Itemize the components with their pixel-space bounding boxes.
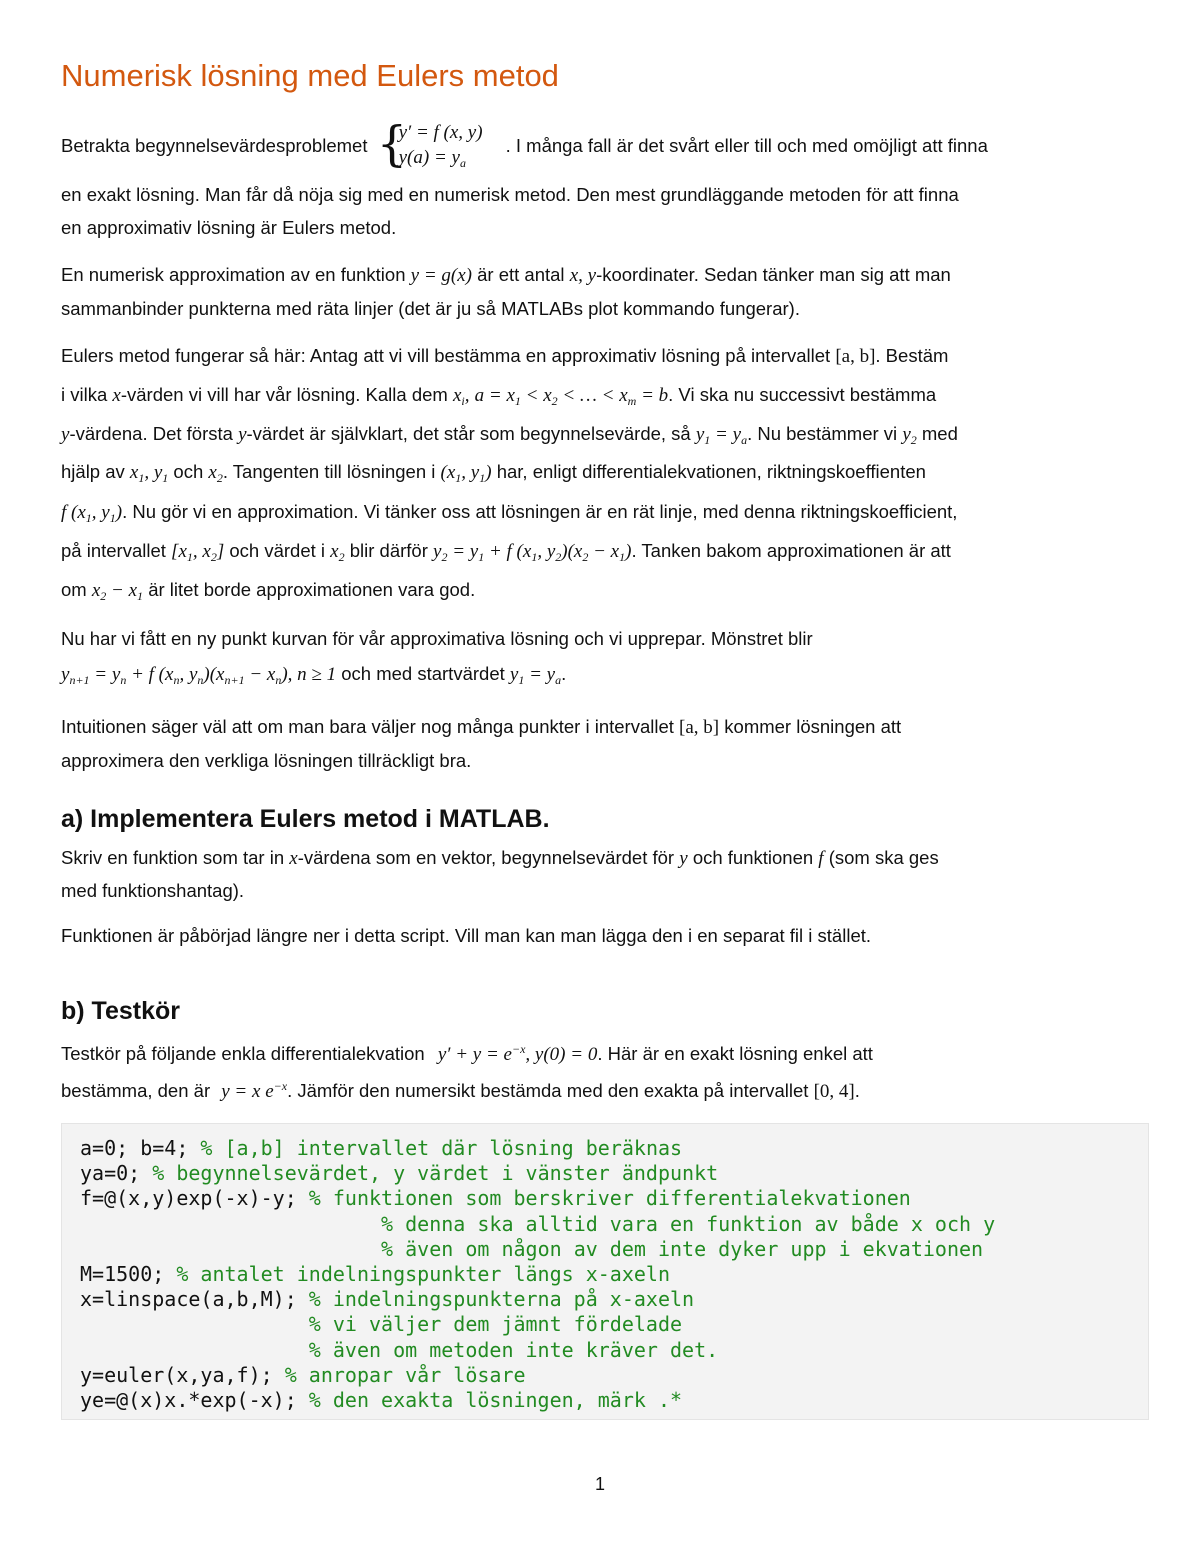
p3-line-6: på intervallet [$x_1$, $x_2$] och värdet i $x_2$ blir därför $y_2 = y_1 + f$ ($x_1$, $y_2)(x_2 - x_1)$. Tanken bakom approximationen är att xyxy=(61,540,951,564)
code-statement: ya=0; xyxy=(80,1161,153,1186)
code-statement: y=euler(x,ya,f); xyxy=(80,1362,285,1387)
code-line xyxy=(80,1262,1148,1287)
system-line-2: $y(a) = y_a$ xyxy=(398,147,466,170)
page-number: 1 xyxy=(594,1474,605,1494)
code-statement xyxy=(80,1312,309,1336)
section-b-heading: b) Testkör xyxy=(61,997,180,1025)
p3-line-1: Eulers metod fungerar så här: Antag att vi vill bestämma en approximativ lösning på intervallet [a, b]. Bestäm xyxy=(61,345,949,367)
p2-line-2: sammanbinder punkterna med räta linjer (det är ju så MATLABs plot kommando fungerar). xyxy=(61,298,800,319)
code-statement xyxy=(80,1338,309,1362)
code-statement xyxy=(80,1237,381,1261)
code-line xyxy=(80,1186,1148,1211)
code-line xyxy=(80,1237,1148,1262)
intro-line-1 xyxy=(61,116,988,172)
intro-line-2: en exakt lösning. Man får då nöja sig med en numerisk metod. Den mest grundläggande metoden för att finna xyxy=(61,184,959,205)
code-comment: % funktionen som berskriver differentialekvationen xyxy=(308,1186,911,1211)
p3-line-4: hjälp av $x_1$, $y_1$ och $x_2$. Tangenten till lösningen i ($x_1$, $y_1$) har, enligt differentialekvationen, riktningskoeffienten xyxy=(61,461,926,485)
code-comment: % indelningspunkterna på x-axeln xyxy=(308,1287,695,1312)
code-line xyxy=(80,1161,1148,1186)
p4-line-2: $y_{n+1} = y_n + f$ ($x_n$, $y_n)(x_{n+1} - x_n)$, n ≥ 1 och med startvärdet $y_1 = y_a$. xyxy=(61,663,567,687)
section-a-line-3: Funktionen är påbörjad längre ner i detta script. Vill man kan man lägga den i en separat fil i stället. xyxy=(61,925,872,946)
code-line xyxy=(80,1212,1148,1237)
code-comment: % den exakta lösningen, märk .* xyxy=(308,1388,683,1413)
p3-line-5: f ($x_1$, $y_1$). Nu gör vi en approximation. Vi tänker oss att lösningen är en rät linje, med denna riktningskoefficient, xyxy=(61,501,958,525)
code-statement: f=@(x,y)exp(-x)-y; xyxy=(80,1186,309,1211)
code-comment: % även om någon av dem inte dyker upp i ekvationen xyxy=(381,1236,984,1261)
code-comment: % vi väljer dem jämnt fördelade xyxy=(308,1312,683,1337)
p3-line-2: i vilka x-värden vi vill har vår lösning. Kalla dem $x_i$, $a = x_1 < x_2$ < … < $x_m = b$. Vi ska nu successivt bestämma xyxy=(61,384,937,408)
brace-icon: { xyxy=(376,116,408,172)
section-a-heading: a) Implementera Eulers metod i MATLAB. xyxy=(61,805,550,833)
code-statement: a=0; b=4; xyxy=(80,1136,201,1160)
code-comment: % begynnelsevärdet, y värdet i vänster ändpunkt xyxy=(152,1161,719,1186)
section-a-line-2: med funktionshantag). xyxy=(61,880,245,901)
code-statement: ye=@(x)x.*exp(-x); xyxy=(80,1388,309,1413)
section-b-line-1: Testkör på följande enkla differentialekvation $y' + y = e^{-x}$, y(0) = 0. Här är en exakt lösning enkel att xyxy=(61,1042,873,1065)
p3-line-3: y-värdena. Det första y-värdet är självklart, det står som begynnelsevärde, så $y_1 = y_a$. Nu bestämmer vi $y_2$ med xyxy=(61,423,958,447)
code-comment: % även om metoden inte kräver det. xyxy=(308,1337,719,1362)
code-comment: % denna ska alltid vara en funktion av både x och y xyxy=(381,1211,996,1236)
code-statement xyxy=(80,1212,381,1236)
system-line-1: y′ = f (x, y) xyxy=(398,122,483,143)
p5-line-1: Intuitionen säger väl att om man bara väljer nog många punkter i intervallet [a, b] kommer lösningen att xyxy=(61,716,902,738)
intro-continuation: . I många fall är det svårt eller till och med omöjligt att finna xyxy=(505,134,988,156)
p4-line-1: Nu har vi fått en ny punkt kurvan för vår approximativa lösning och vi upprepar. Mönstret blir xyxy=(61,628,813,649)
section-b-line-2: bestämma, den är y = x $e^{-x}$. Jämför den numersikt bestämda med den exakta på intervallet [0, 4]. xyxy=(61,1079,860,1102)
page-title: Numerisk lösning med Eulers metod xyxy=(61,58,559,93)
p3-line-7: om $x_2 - x_1$ är litet borde approximationen vara god. xyxy=(61,579,476,603)
code-statement: x=linspace(a,b,M); xyxy=(80,1287,309,1312)
code-line xyxy=(80,1388,1148,1413)
code-block[interactable] xyxy=(61,1123,1149,1420)
equation-system xyxy=(376,116,502,172)
p5-line-2: approximera den verkliga lösningen tillräckligt bra. xyxy=(61,750,472,771)
code-line xyxy=(80,1312,1148,1337)
code-line xyxy=(80,1136,1148,1161)
code-line xyxy=(80,1363,1148,1388)
code-text[interactable] xyxy=(62,1124,1148,1413)
code-line xyxy=(80,1287,1148,1312)
code-comment: % antalet indelningspunkter längs x-axeln xyxy=(176,1262,671,1287)
code-statement: M=1500; xyxy=(80,1262,177,1287)
code-comment: % [a,b] intervallet där lösning beräknas xyxy=(200,1136,683,1160)
section-a-line-1: Skriv en funktion som tar in x-värdena som en vektor, begynnelsevärdet för y och funktionen f (som ska ges xyxy=(61,847,939,869)
intro-lead: Betrakta begynnelsevärdesproblemet xyxy=(61,134,368,156)
intro-line-3: en approximativ lösning är Eulers metod. xyxy=(61,217,397,238)
code-comment: % anropar vår lösare xyxy=(284,1362,526,1387)
code-line xyxy=(80,1338,1148,1363)
p2-line-1: En numerisk approximation av en funktion y = g(x) är ett antal x, y-koordinater. Sedan tänker man sig att man xyxy=(61,264,951,286)
